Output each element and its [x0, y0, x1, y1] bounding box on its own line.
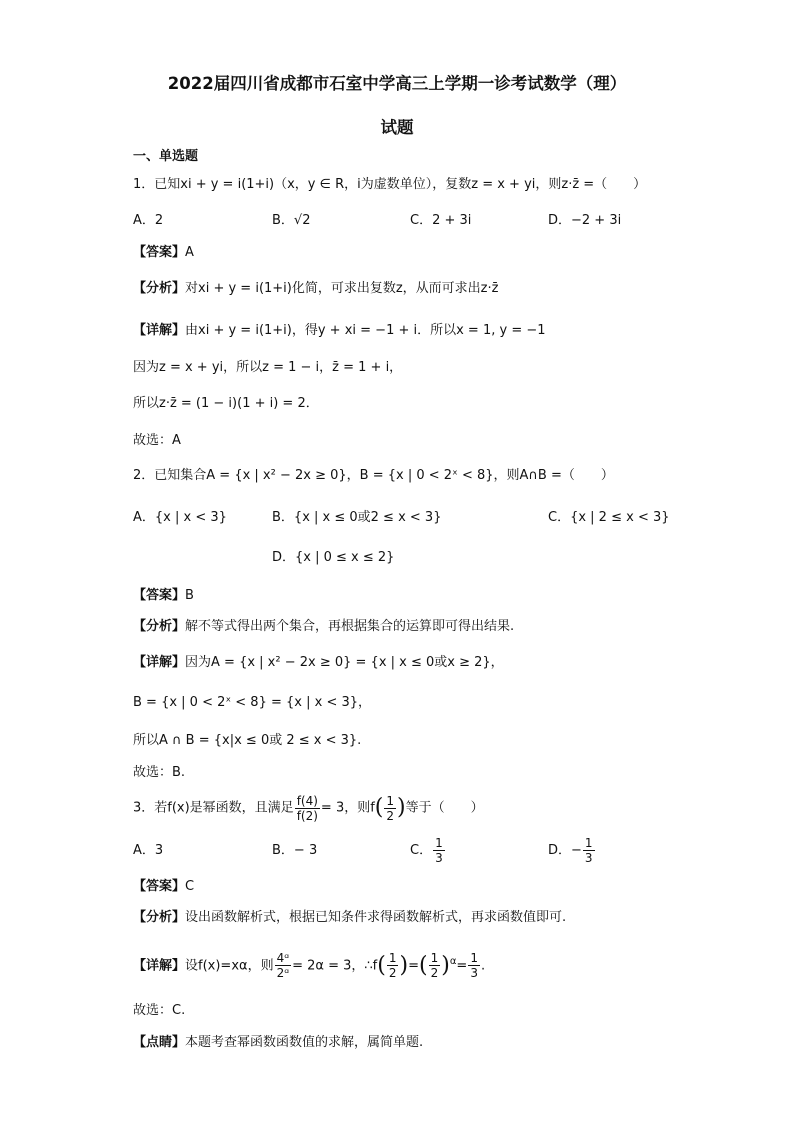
analysis-tag: 【分析】 — [133, 619, 186, 634]
fraction-numerator: f(4) — [296, 793, 318, 808]
page-title: 2022届四川省成都市石室中学高三上学期一诊考试数学（理） — [167, 74, 627, 93]
detail-text: 由xi + y = i(1+i)，得y + xi = −1 + i．所以x = 1, y = −1 — [185, 323, 546, 338]
q2-stem: 2．已知集合A = {x | x² − 2x ≥ 0}，B = {x | 0 < 2ˣ < 8}，则A∩B =（ ） — [133, 468, 614, 483]
fraction-denominator: 2 — [388, 966, 397, 981]
q3-stem-mid: = 3，则f — [320, 800, 375, 816]
q3-option-a: A．3 — [133, 843, 164, 858]
q1-detail-3: 所以z·z̄ = (1 − i)(1 + i) = 2． — [133, 396, 319, 411]
q3-ratio-fraction — [295, 794, 320, 823]
answer-value: C — [185, 879, 195, 894]
analysis-text: 对xi + y = i(1+i)化简，可求出复数z，从而可求出z·z̄ — [185, 281, 499, 296]
detail-exponent: α — [449, 956, 457, 967]
answer-tag: 【答案】 — [133, 245, 186, 260]
page-title-line2: 试题 — [380, 118, 414, 137]
fraction-numerator: 1 — [435, 836, 443, 850]
detail-pow-fraction — [429, 951, 441, 980]
fraction-denominator: 3 — [470, 966, 478, 981]
detail-end: . — [480, 958, 486, 974]
q3-option-d — [548, 834, 596, 868]
fraction-numerator: 1 — [430, 951, 439, 966]
analysis-text: 解不等式得出两个集合，再根据集合的运算即可得出结果. — [185, 619, 515, 634]
fraction-denominator: 3 — [435, 851, 443, 865]
detail-pre: 设f(x)=xα，则 — [185, 958, 274, 974]
q1-option-d: D．−2 + 3i — [548, 213, 622, 228]
q3-choose: 故选：C. — [133, 1003, 186, 1018]
q1-analysis — [133, 280, 498, 298]
option-label: C． — [410, 843, 433, 858]
fraction-numerator: 1 — [386, 793, 395, 808]
option-fraction — [433, 836, 445, 865]
answer-value: B — [185, 588, 194, 603]
detail-tag: 【详解】 — [133, 655, 186, 670]
detail-result-fraction — [468, 951, 480, 980]
q3-arg-fraction — [384, 794, 396, 823]
q1-detail — [133, 322, 546, 340]
q3-stem-post: 等于（ ） — [405, 800, 484, 816]
detail-tag: 【详解】 — [133, 958, 186, 974]
q2-option-d: D．{x | 0 ≤ x ≤ 2} — [272, 550, 395, 565]
q1-answer — [133, 244, 194, 262]
fraction-denominator: 2 — [430, 966, 439, 981]
q2-answer — [133, 587, 194, 605]
answer-value: A — [185, 245, 194, 260]
section-heading: 一、单选题 — [133, 149, 199, 164]
q3-analysis — [133, 909, 566, 927]
fraction-numerator: 1 — [584, 836, 593, 850]
fraction-denominator: 2ᵅ — [276, 966, 290, 981]
q2-option-a: A．{x | x < 3} — [133, 510, 227, 525]
detail-eq: = — [408, 958, 419, 974]
q3-option-b: B．− 3 — [272, 843, 318, 858]
detail-fraction-1 — [275, 951, 292, 980]
fraction-denominator: 2 — [386, 808, 395, 823]
q2-option-c: C．{x | 2 ≤ x < 3} — [548, 510, 670, 525]
q2-detail-2: B = {x | 0 < 2ˣ < 8} = {x | x < 3}， — [133, 695, 372, 710]
q3-comment — [133, 1034, 423, 1052]
q3-option-c — [410, 834, 446, 868]
detail-mid: = 2α = 3，∴f — [292, 958, 378, 974]
fraction-denominator: f(2) — [296, 808, 318, 823]
q2-option-b: B．{x | x ≤ 0或2 ≤ x < 3} — [272, 510, 442, 525]
q3-detail: 【详解】设f(x)=xα，则 $\frac{\text{4ᵅ}}{\text{2ᵅ}}$ = 2α = 3，∴f( $\frac{1}{2}$ )=( $\frac{1}{2}$ )$^\alpha$= $\frac{1}{3}$ . — [133, 951, 486, 981]
fraction-numerator: 1 — [388, 951, 397, 966]
q3-stem: 3．若f(x)是幂函数，且满足 $\frac{f(4)}{f(2)}$ = 3，则f( $\frac{1}{2}$ )等于（ ） — [133, 793, 484, 823]
fraction-numerator: 1 — [470, 951, 478, 966]
comment-tag: 【点睛】 — [133, 1035, 186, 1050]
q2-analysis — [133, 618, 514, 636]
fraction-numerator: 4ᵅ — [276, 951, 290, 966]
q2-choose: 故选：B. — [133, 765, 186, 780]
detail-tag: 【详解】 — [133, 323, 186, 338]
answer-tag: 【答案】 — [133, 879, 186, 894]
detail-arg-fraction — [387, 951, 399, 980]
fraction-denominator: 3 — [584, 851, 593, 865]
q1-option-a: A．2 — [133, 213, 164, 228]
q1-stem: 1．已知xi + y = i(1+i)（x，y ∈ R，i为虚数单位），复数z = x + yi，则z·z̄ =（ ） — [133, 177, 647, 192]
q1-detail-2: 因为z = x + yi，所以z = 1 − i，z̄ = 1 + i， — [133, 360, 403, 375]
option-label: D．− — [548, 843, 582, 858]
q1-choose: 故选：A — [133, 433, 181, 448]
option-fraction — [583, 836, 595, 865]
detail-text: 因为A = {x | x² − 2x ≥ 0} = {x | x ≤ 0或x ≥ 2}， — [185, 655, 504, 670]
q3-stem-pre: 3．若f(x)是幂函数，且满足 — [133, 800, 294, 816]
q1-option-b: B．√2 — [272, 213, 311, 228]
analysis-text: 设出函数解析式，根据已知条件求得函数解析式，再求函数值即可. — [185, 910, 567, 925]
analysis-tag: 【分析】 — [133, 910, 186, 925]
q1-option-c: C．2 + 3i — [410, 213, 472, 228]
analysis-tag: 【分析】 — [133, 281, 186, 296]
detail-eq2: = — [456, 958, 468, 974]
q2-detail-3: 所以A ∩ B = {x|x ≤ 0或 2 ≤ x < 3}. — [133, 733, 362, 748]
q2-detail — [133, 654, 504, 672]
comment-text: 本题考查幂函数函数值的求解，属简单题. — [185, 1035, 424, 1050]
q3-answer — [133, 878, 194, 896]
answer-tag: 【答案】 — [133, 588, 186, 603]
